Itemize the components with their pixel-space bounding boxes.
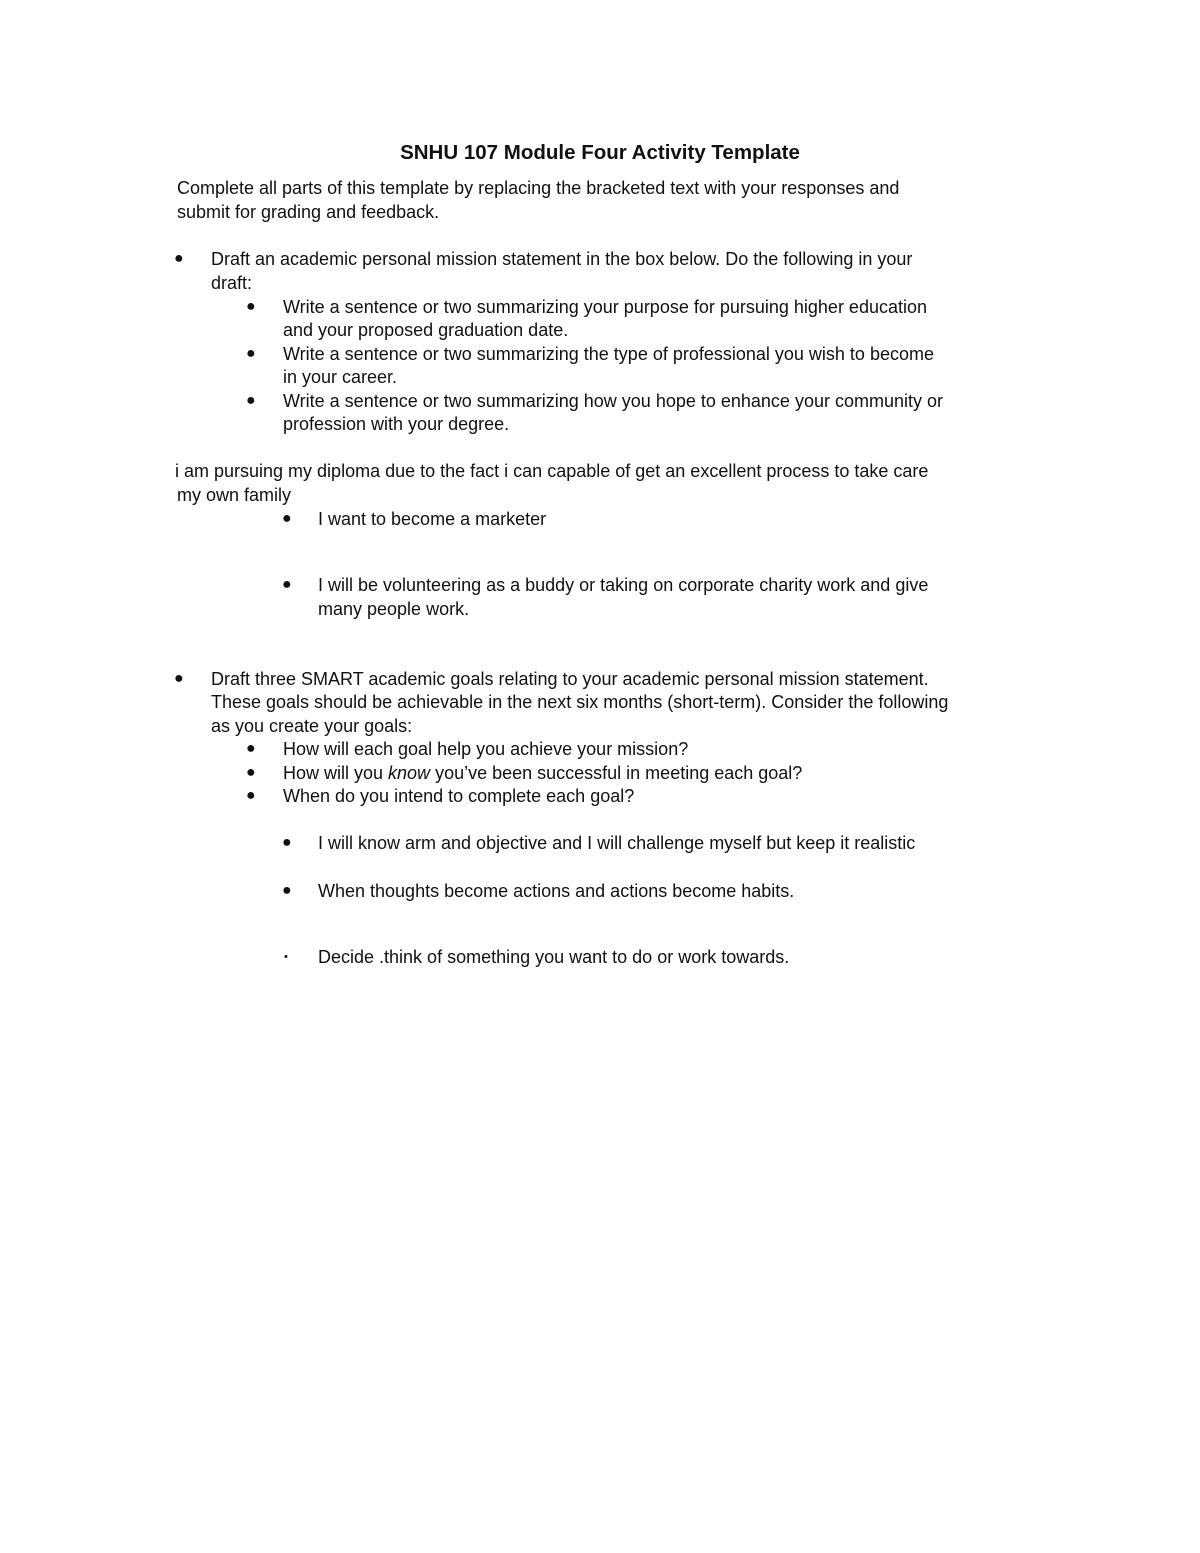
response1-text: i am pursuing my diploma due to the fact i can capable of get an excellent process to take care (175, 461, 929, 481)
section2-line-2: These goals should be achievable in the next six months (short-term). Consider the following (211, 692, 949, 712)
response1-item2-line-1: I will be volunteering as a buddy or taking on corporate charity work and give (318, 575, 929, 595)
bullet-icon: ● (246, 787, 256, 804)
bullet-icon: ● (282, 510, 292, 527)
section2-sub2-post: you’ve been successful in meeting each goal? (430, 763, 803, 783)
section1-sub2-line-2: in your career. (283, 367, 398, 387)
response1-item2-line-2: many people work. (318, 599, 470, 619)
intro-line-2: submit for grading and feedback. (177, 202, 440, 222)
section1-sub1-line-2: and your proposed graduation date. (283, 320, 569, 340)
bullet-icon: ● (246, 298, 256, 315)
section2-sub2-pre: How will you (283, 763, 389, 783)
bullet-icon: ● (282, 882, 292, 899)
page-title: SNHU 107 Module Four Activity Template (400, 141, 800, 164)
section2-sub1: How will each goal help you achieve your mission? (283, 739, 689, 759)
response1-line-1 (175, 459, 928, 483)
section2-line-3: as you create your goals: (211, 716, 413, 736)
section2-line-1: Draft three SMART academic goals relating to your academic personal mission statement. (211, 669, 929, 689)
section2-sub3: When do you intend to complete each goal? (283, 786, 635, 806)
section1-sub1-line-1: Write a sentence or two summarizing your purpose for pursuing higher education (283, 297, 928, 317)
bullet-icon: ● (174, 250, 184, 267)
section2-sub2-emphasis: know (388, 763, 431, 783)
section1-line-1: Draft an academic personal mission statement in the box below. Do the following in your (211, 249, 913, 269)
section1-sub2-line-1: Write a sentence or two summarizing the type of professional you wish to become (283, 344, 934, 364)
small-bullet-icon: • (284, 951, 288, 963)
response1-item1: I want to become a marketer (318, 509, 547, 529)
bullet-icon: ● (246, 392, 256, 409)
response1-line-2: my own family (177, 485, 292, 505)
response2-item1: I will know arm and objective and I will challenge myself but keep it realistic (318, 833, 916, 853)
intro-line-1: Complete all parts of this template by replacing the bracketed text with your responses and (177, 178, 900, 198)
response2-item3: Decide .think of something you want to do or work towards. (318, 947, 790, 967)
bullet-icon: ● (246, 345, 256, 362)
bullet-icon: ● (282, 834, 292, 851)
section2-sub2 (283, 761, 802, 785)
bullet-icon: ● (246, 764, 256, 781)
section1-line-2: draft: (211, 273, 253, 293)
bullet-icon: ● (282, 576, 292, 593)
bullet-icon: ● (174, 670, 184, 687)
bullet-icon: ● (246, 740, 256, 757)
response2-item2: When thoughts become actions and actions become habits. (318, 881, 795, 901)
section1-sub3-line-2: profession with your degree. (283, 414, 510, 434)
section1-sub3-line-1: Write a sentence or two summarizing how you hope to enhance your community or (283, 391, 943, 411)
